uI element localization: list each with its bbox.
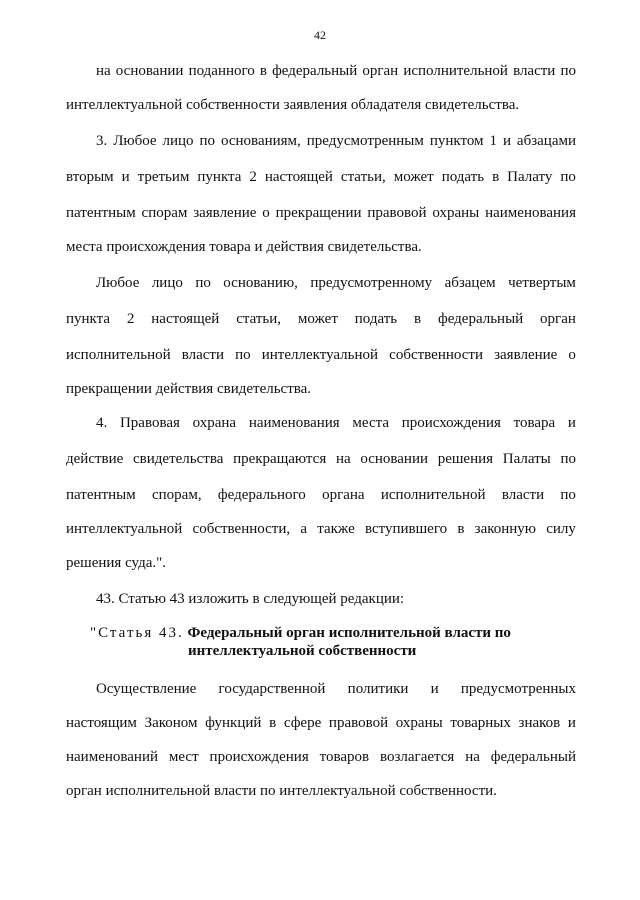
article-heading bbox=[90, 624, 511, 642]
text-line: орган исполнительной власти по интеллектуальной собственности. bbox=[66, 783, 497, 799]
text-line: решения суда.". bbox=[66, 555, 166, 571]
article-prefix: "Статья 43. bbox=[90, 625, 184, 641]
text-line: действие свидетельства прекращаются на основании решения Палаты по bbox=[66, 451, 576, 467]
text-line: 43. Статью 43 изложить в следующей редакции: bbox=[96, 591, 405, 607]
article-title-line2: интеллектуальной собственности bbox=[188, 643, 417, 659]
article-title-line1: Федеральный орган исполнительной власти по bbox=[187, 625, 511, 641]
page-number: 42 bbox=[314, 28, 326, 42]
text-line: наименований мест происхождения товаров возлагается на федеральный bbox=[66, 749, 576, 765]
text-line: Осуществление государственной политики и предусмотренных bbox=[96, 681, 576, 697]
text-line: места происхождения товара и действия свидетельства. bbox=[66, 239, 422, 255]
text-line: исполнительной власти по интеллектуальной собственности заявление о bbox=[66, 347, 576, 363]
text-line: интеллектуальной собственности, а также вступившего в законную силу bbox=[66, 521, 576, 537]
text-line: патентным спорам, федерального органа исполнительной власти по bbox=[66, 487, 576, 503]
text-line: 3. Любое лицо по основаниям, предусмотренным пунктом 1 и абзацами bbox=[96, 133, 576, 149]
text-line: прекращении действия свидетельства. bbox=[66, 381, 312, 397]
text-line: 4. Правовая охрана наименования места происхождения товара и bbox=[96, 415, 576, 431]
text-line: на основании поданного в федеральный орган исполнительной власти по bbox=[96, 63, 576, 79]
text-line: патентным спорам заявление о прекращении правовой охраны наименования bbox=[66, 205, 576, 221]
text-line: интеллектуальной собственности заявления обладателя свидетельства. bbox=[66, 97, 520, 113]
text-line: пункта 2 настоящей статьи, может подать в федеральный орган bbox=[66, 311, 576, 327]
text-line: вторым и третьим пункта 2 настоящей статьи, может подать в Палату по bbox=[66, 169, 576, 185]
text-line: настоящим Законом функций в сфере правовой охраны товарных знаков и bbox=[66, 715, 576, 731]
text-line: Любое лицо по основанию, предусмотренному абзацем четвертым bbox=[96, 275, 576, 291]
